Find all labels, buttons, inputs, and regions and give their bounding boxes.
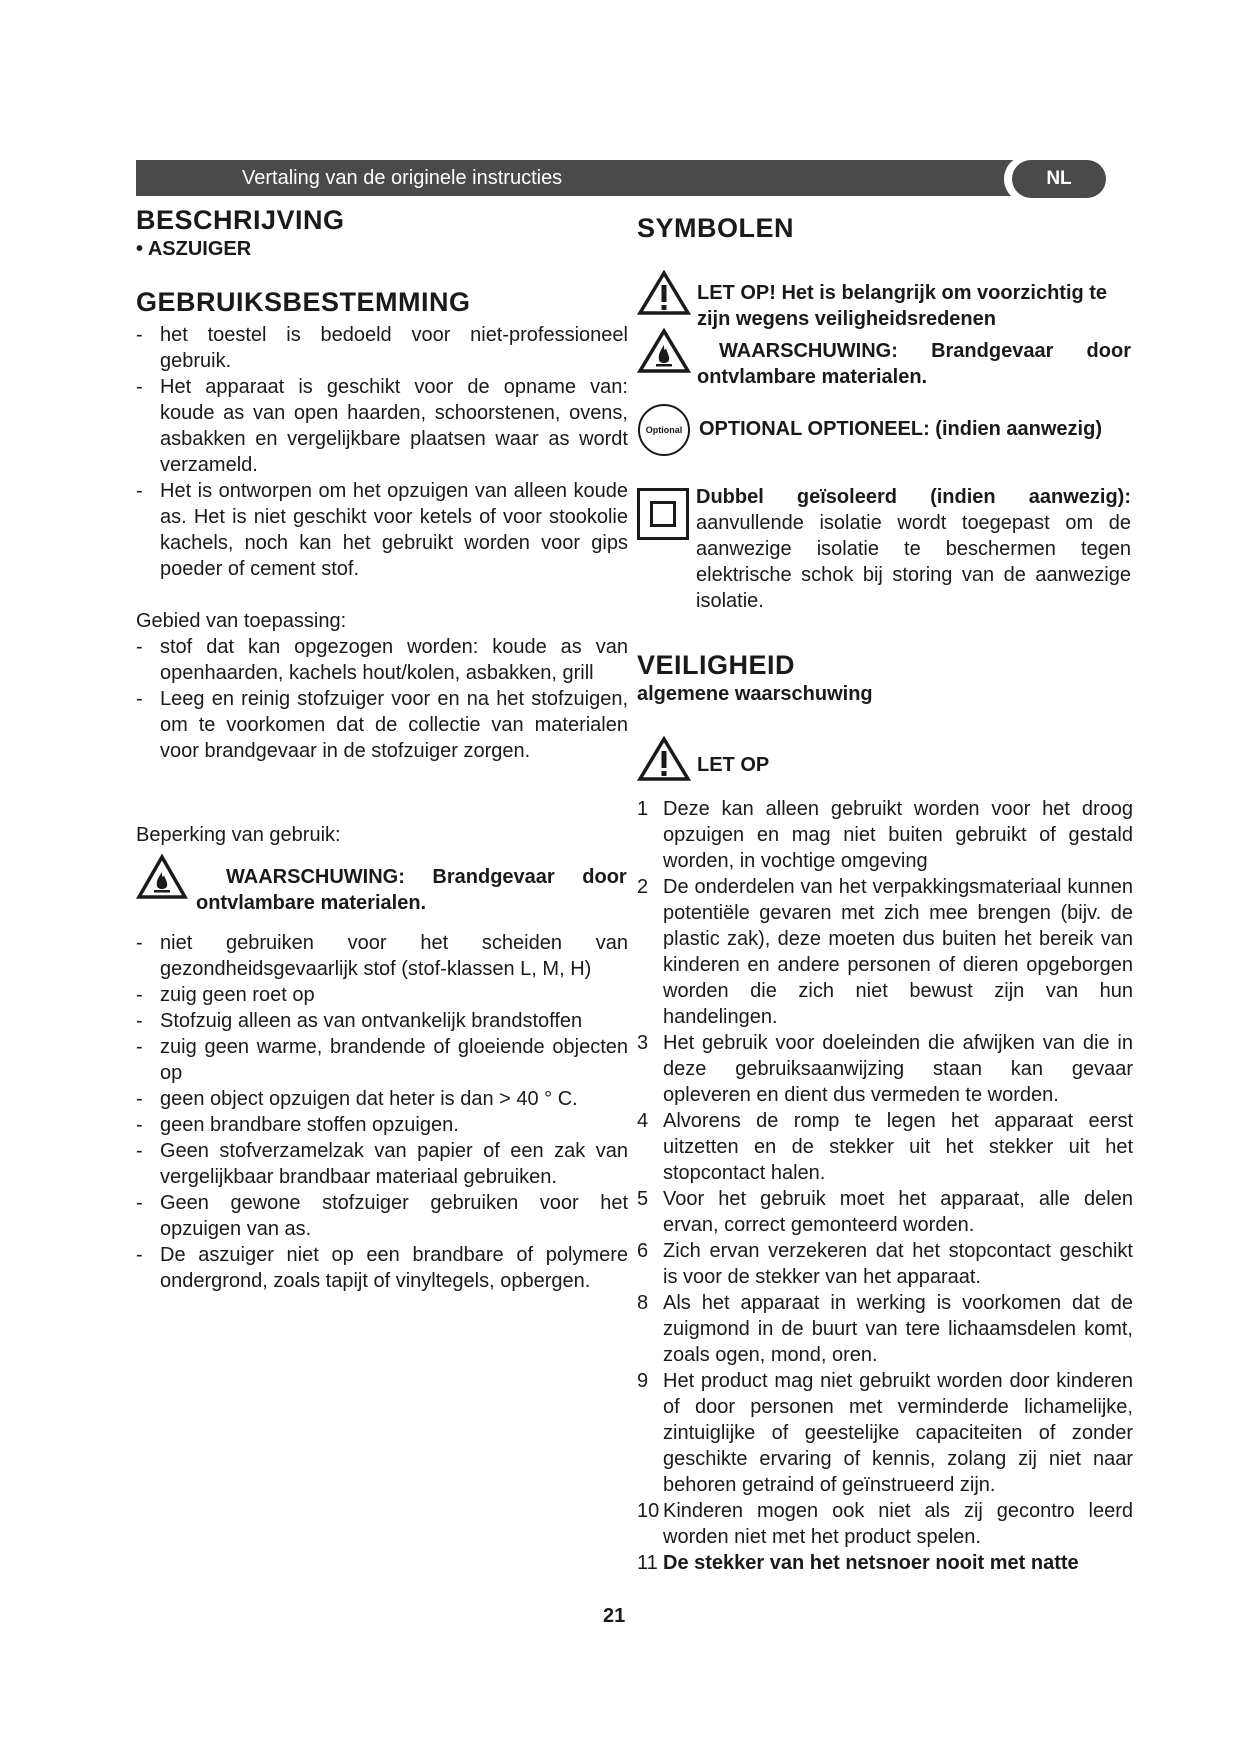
symbol-dubbel: [637, 484, 1133, 614]
symbolen-title: SYMBOLEN: [637, 213, 795, 243]
right-column: [637, 213, 1133, 1576]
left-column: [136, 205, 628, 1294]
list-item: - het toestel is bedoeld voor niet-professioneel gebruik.: [136, 324, 628, 372]
beschrijving-title: BESCHRIJVING: [136, 205, 345, 235]
header-bar: [136, 160, 1028, 196]
symbol-waarschuwing: [637, 328, 1133, 388]
fire-warning-icon: [637, 328, 691, 374]
list-item: - Geen gewone stofzuiger gebruiken voor het opzuigen van as.: [136, 1192, 628, 1240]
list-item: - geen brandbare stoffen opzuigen.: [136, 1114, 459, 1136]
gebruik-title: GEBRUIKSBESTEMMING: [136, 287, 471, 317]
letop-row: [637, 736, 1133, 788]
list-item: - Leeg en reinig stofzuiger voor en na het stofzuigen, om te voorkomen dat de collectie van materialen voor brandgevaar in de stofzuiger zorgen.: [136, 688, 628, 762]
language-badge: NL: [1012, 160, 1106, 198]
symbol-dubbel-text: Dubbel geïsoleerd (indien aanwezig): aanvullende isolatie wordt toegepast om de aanwezige isolatie te beschermen tegen elektrische schok bij storing van de aanwezige isolatie.: [696, 486, 1131, 612]
list-item: - zuig geen roet op: [136, 984, 315, 1006]
symbol-optional: [637, 404, 1133, 456]
symbol-letop-text: LET OP! Het is belangrijk om voorzichtig te zijn wegens veiligheidsredenen: [697, 282, 1108, 330]
beperking-warning-line2: ontvlambare materialen.: [196, 892, 427, 914]
safety-list: [637, 796, 1133, 1576]
list-item: 5 Voor het gebruik moet het apparaat, alle delen ervan, correct gemonteerd worden.: [637, 1188, 1133, 1236]
list-item: 8 Als het apparaat in werking is voorkomen dat de zuigmond in de buurt van tere lichaamsdelen komt, zoals ogen, mond, oren.: [637, 1292, 1133, 1366]
letop-label: LET OP: [697, 754, 770, 776]
list-item: - Geen stofverzamelzak van papier of een zak van vergelijkbaar brandbaar materiaal gebruiken.: [136, 1140, 628, 1188]
beschrijving-item: • ASZUIGER: [136, 238, 252, 260]
veiligheid-title: VEILIGHEID: [637, 650, 796, 680]
gebied-list: [136, 634, 628, 764]
list-item: 2 De onderdelen van het verpakkingsmateriaal kunnen potentiële gevaren met zich mee brengen (bijv. de plastic zak), deze moeten dus buiten het bereik van kinderen en andere personen of dieren opgeborgen worden die zich niet bewust zijn van hun handelingen.: [637, 876, 1133, 1028]
header-title: Vertaling van de originele instructies: [242, 167, 563, 189]
list-item: 4 Alvorens de romp te legen het apparaat eerst uitzetten en de stekker uit het stekker uit het stopcontact halen.: [637, 1110, 1133, 1184]
list-item: - Stofzuig alleen as van ontvankelijk brandstoffen: [136, 1010, 583, 1032]
fire-warning-icon: [136, 854, 188, 900]
symbol-letop: [637, 270, 1133, 330]
list-item: - stof dat kan opgezogen worden: koude as van openhaarden, kachels hout/kolen, asbakken, grill: [136, 636, 628, 684]
symbol-waarschuwing-line2: ontvlambare materialen.: [697, 366, 928, 388]
symbol-optional-text: OPTIONAL OPTIONEEL: (indien aanwezig): [699, 418, 1102, 440]
list-item: - De aszuiger niet op een brandbare of polymere ondergrond, zoals tapijt of vinyltegels, opbergen.: [136, 1244, 628, 1292]
gebruik-list: [136, 322, 628, 582]
list-item: 1 Deze kan alleen gebruikt worden voor het droog opzuigen en mag niet buiten gebruikt of gestald worden, in vochtige omgeving: [637, 798, 1133, 872]
veiligheid-subtitle: algemene waarschuwing: [637, 683, 873, 705]
beperking-label: Beperking van gebruik:: [136, 824, 341, 846]
list-item: - zuig geen warme, brandende of gloeiende objecten op: [136, 1036, 628, 1084]
double-insulation-icon: [637, 488, 689, 540]
list-item: - niet gebruiken voor het scheiden van gezondheidsgevaarlijk stof (stof-klassen L, M, H): [136, 932, 628, 980]
warning-icon: [637, 270, 691, 316]
list-item: 11 De stekker van het netsnoer nooit met natte: [637, 1552, 1079, 1574]
list-item: 3 Het gebruik voor doeleinden die afwijken van die in deze gebruiksaanwijzing staan kan gevaar opleveren en dient dus vermeden te worden.: [637, 1032, 1133, 1106]
list-item: 9 Het product mag niet gebruikt worden door kinderen of door personen met verminderde lichamelijke, zintuiglijke of geestelijke capaciteiten of zonder geschikte ervaring of kennis, zolang zij niet naar behoren getraind of geïnstrueerd zijn.: [637, 1370, 1133, 1496]
page-number: 21: [603, 1605, 626, 1627]
symbol-waarschuwing-line1: WAARSCHUWING: Brandgevaar door: [719, 340, 1131, 362]
gebied-label: Gebied van toepassing:: [136, 610, 347, 632]
list-item: - Het is ontworpen om het opzuigen van alleen koude as. Het is niet geschikt voor ketels of voor stookolie kachels, noch kan het gebruikt worden voor gips poeder of cement stof.: [136, 480, 628, 580]
beperking-warning-line1: WAARSCHUWING: Brandgevaar door: [226, 866, 627, 888]
list-item: 10 Kinderen mogen ook niet als zij gecontro leerd worden niet met het product spelen.: [637, 1500, 1133, 1548]
beperking-list: [136, 930, 628, 1294]
optional-icon: Optional: [638, 404, 690, 456]
list-item: - Het apparaat is geschikt voor de opname van: koude as van open haarden, schoorstenen, ovens, asbakken en vergelijkbare plaatsen waar as wordt verzameld.: [136, 376, 628, 476]
beperking-warning: [136, 854, 628, 918]
warning-icon: [637, 736, 691, 782]
list-item: 6 Zich ervan verzekeren dat het stopcontact geschikt is voor de stekker van het apparaat.: [637, 1240, 1133, 1288]
list-item: - geen object opzuigen dat heter is dan > 40 ° C.: [136, 1088, 578, 1110]
